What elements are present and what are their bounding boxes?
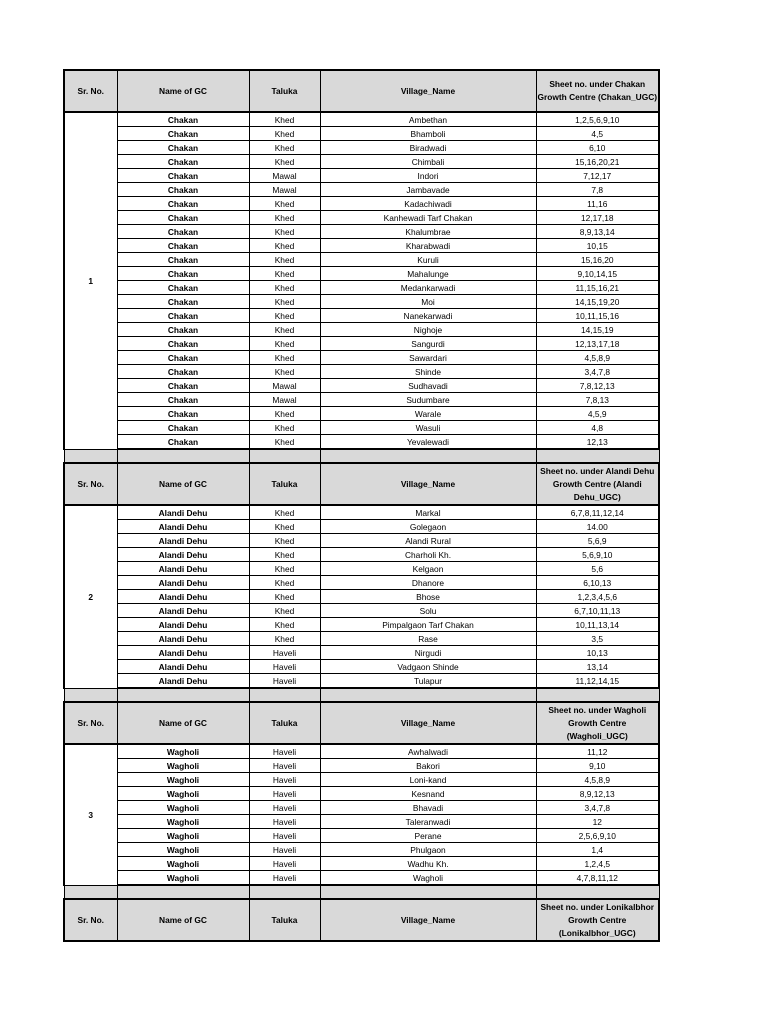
table-row: [64, 857, 659, 871]
gc-name-cell: Chakan: [117, 112, 249, 127]
sheet-numbers-cell: 7,8: [536, 183, 659, 197]
taluka-cell: Khed: [249, 267, 320, 281]
gc-name-cell: Chakan: [117, 267, 249, 281]
taluka-cell: Khed: [249, 632, 320, 646]
taluka-cell: Khed: [249, 112, 320, 127]
table-row: [64, 112, 659, 127]
sheet-numbers-cell: 9,10: [536, 759, 659, 773]
gc-name-cell: Wagholi: [117, 829, 249, 843]
sheet-numbers-cell: 9,10,14,15: [536, 267, 659, 281]
village-name-cell: Wasuli: [320, 421, 536, 435]
gc-name-cell: Alandi Dehu: [117, 618, 249, 632]
gc-name-cell: Alandi Dehu: [117, 590, 249, 604]
gc-name-cell: Wagholi: [117, 744, 249, 759]
sheet-numbers-cell: 10,15: [536, 239, 659, 253]
taluka-cell: Mawal: [249, 393, 320, 407]
separator-cell: [320, 885, 536, 899]
header-village-name: Village_Name: [320, 463, 536, 505]
table-row: [64, 239, 659, 253]
table-row: [64, 421, 659, 435]
table-row: [64, 801, 659, 815]
header-row: [64, 702, 659, 744]
sheet-numbers-cell: 12,13: [536, 435, 659, 450]
village-name-cell: Awhalwadi: [320, 744, 536, 759]
sheet-numbers-cell: 15,16,20: [536, 253, 659, 267]
separator-cell: [249, 688, 320, 702]
sheet-numbers-cell: 7,8,13: [536, 393, 659, 407]
sr-no-cell: 2: [64, 505, 117, 688]
sheet-numbers-cell: 5,6,9: [536, 534, 659, 548]
taluka-cell: Khed: [249, 351, 320, 365]
sheet-numbers-cell: 8,9,12,13: [536, 787, 659, 801]
taluka-cell: Khed: [249, 435, 320, 450]
header-name-of-gc: Name of GC: [117, 899, 249, 941]
sheet-numbers-cell: 4,5,8,9: [536, 351, 659, 365]
village-name-cell: Bhavadi: [320, 801, 536, 815]
village-name-cell: Khalumbrae: [320, 225, 536, 239]
growth-centre-sheet-table: [63, 69, 660, 942]
table-row: [64, 267, 659, 281]
village-name-cell: Kadachiwadi: [320, 197, 536, 211]
table-row: [64, 351, 659, 365]
sheet-numbers-cell: 11,12: [536, 744, 659, 759]
taluka-cell: Khed: [249, 604, 320, 618]
gc-name-cell: Chakan: [117, 337, 249, 351]
table-row: [64, 815, 659, 829]
gc-name-cell: Chakan: [117, 295, 249, 309]
gc-name-cell: Chakan: [117, 197, 249, 211]
gc-name-cell: Alandi Dehu: [117, 632, 249, 646]
gc-name-cell: Chakan: [117, 281, 249, 295]
village-name-cell: Kuruli: [320, 253, 536, 267]
sheet-numbers-cell: 12,13,17,18: [536, 337, 659, 351]
table-row: [64, 309, 659, 323]
sheet-numbers-cell: 14.00: [536, 520, 659, 534]
village-name-cell: Bhamboli: [320, 127, 536, 141]
sheet-numbers-cell: 12,17,18: [536, 211, 659, 225]
table-row: [64, 225, 659, 239]
taluka-cell: Khed: [249, 520, 320, 534]
sheet-numbers-cell: 14,15,19: [536, 323, 659, 337]
sheet-numbers-cell: 11,16: [536, 197, 659, 211]
taluka-cell: Haveli: [249, 674, 320, 689]
taluka-cell: Khed: [249, 323, 320, 337]
separator-cell: [320, 688, 536, 702]
taluka-cell: Haveli: [249, 773, 320, 787]
table-row: [64, 660, 659, 674]
header-village-name: Village_Name: [320, 899, 536, 941]
village-name-cell: Phulgaon: [320, 843, 536, 857]
section-separator-row: [64, 885, 659, 899]
table-row: [64, 365, 659, 379]
table-row: [64, 127, 659, 141]
header-sheet-no: Sheet no. under Alandi Dehu Growth Centre (Alandi Dehu_UGC): [536, 463, 659, 505]
table-row: [64, 505, 659, 520]
taluka-cell: Khed: [249, 127, 320, 141]
separator-cell: [249, 449, 320, 463]
sr-no-cell: 1: [64, 112, 117, 449]
taluka-cell: Khed: [249, 155, 320, 169]
village-name-cell: Ambethan: [320, 112, 536, 127]
gc-name-cell: Wagholi: [117, 773, 249, 787]
sheet-numbers-cell: 7,8,12,13: [536, 379, 659, 393]
taluka-cell: Haveli: [249, 660, 320, 674]
village-name-cell: Jambavade: [320, 183, 536, 197]
gc-name-cell: Wagholi: [117, 843, 249, 857]
header-village-name: Village_Name: [320, 702, 536, 744]
header-sheet-no: Sheet no. under Wagholi Growth Centre (Wagholi_UGC): [536, 702, 659, 744]
village-name-cell: Wadhu Kh.: [320, 857, 536, 871]
village-name-cell: Nirgudi: [320, 646, 536, 660]
gc-name-cell: Chakan: [117, 365, 249, 379]
header-sheet-no: Sheet no. under Chakan Growth Centre (Chakan_UGC): [536, 70, 659, 112]
header-taluka: Taluka: [249, 702, 320, 744]
header-taluka: Taluka: [249, 463, 320, 505]
gc-name-cell: Alandi Dehu: [117, 548, 249, 562]
gc-name-cell: Alandi Dehu: [117, 534, 249, 548]
sheet-numbers-cell: 3,4,7,8: [536, 801, 659, 815]
taluka-cell: Khed: [249, 548, 320, 562]
sheet-numbers-cell: 13,14: [536, 660, 659, 674]
gc-name-cell: Chakan: [117, 225, 249, 239]
sheet-numbers-cell: 5,6: [536, 562, 659, 576]
separator-cell: [536, 688, 659, 702]
table-row: [64, 829, 659, 843]
separator-cell: [249, 885, 320, 899]
gc-name-cell: Wagholi: [117, 787, 249, 801]
village-name-cell: Sangurdi: [320, 337, 536, 351]
header-name-of-gc: Name of GC: [117, 463, 249, 505]
table-row: [64, 787, 659, 801]
village-name-cell: Shinde: [320, 365, 536, 379]
taluka-cell: Haveli: [249, 829, 320, 843]
header-sr-no: Sr. No.: [64, 463, 117, 505]
table-row: [64, 871, 659, 886]
gc-name-cell: Wagholi: [117, 871, 249, 886]
taluka-cell: Khed: [249, 309, 320, 323]
sheet-numbers-cell: 10,11,13,14: [536, 618, 659, 632]
gc-name-cell: Chakan: [117, 351, 249, 365]
sheet-numbers-cell: 1,2,5,6,9,10: [536, 112, 659, 127]
village-name-cell: Nanekarwadi: [320, 309, 536, 323]
gc-name-cell: Chakan: [117, 239, 249, 253]
taluka-cell: Khed: [249, 590, 320, 604]
taluka-cell: Khed: [249, 407, 320, 421]
village-name-cell: Indori: [320, 169, 536, 183]
sheet-numbers-cell: 4,5,9: [536, 407, 659, 421]
sheet-numbers-cell: 15,16,20,21: [536, 155, 659, 169]
taluka-cell: Haveli: [249, 843, 320, 857]
taluka-cell: Mawal: [249, 379, 320, 393]
gc-name-cell: Chakan: [117, 379, 249, 393]
taluka-cell: Khed: [249, 337, 320, 351]
sheet-numbers-cell: 11,15,16,21: [536, 281, 659, 295]
village-name-cell: Solu: [320, 604, 536, 618]
gc-name-cell: Chakan: [117, 169, 249, 183]
table-row: [64, 323, 659, 337]
village-name-cell: Pimpalgaon Tarf Chakan: [320, 618, 536, 632]
village-name-cell: Golegaon: [320, 520, 536, 534]
village-name-cell: Perane: [320, 829, 536, 843]
sheet-numbers-cell: 6,10,13: [536, 576, 659, 590]
table-row: [64, 534, 659, 548]
table-row: [64, 435, 659, 450]
sheet-numbers-cell: 12: [536, 815, 659, 829]
sheet-numbers-cell: 4,5,8,9: [536, 773, 659, 787]
sheet-numbers-cell: 4,5: [536, 127, 659, 141]
sheet-numbers-cell: 7,12,17: [536, 169, 659, 183]
taluka-cell: Khed: [249, 281, 320, 295]
gc-name-cell: Chakan: [117, 421, 249, 435]
gc-name-cell: Wagholi: [117, 815, 249, 829]
sheet-numbers-cell: 1,2,4,5: [536, 857, 659, 871]
header-sr-no: Sr. No.: [64, 702, 117, 744]
separator-cell: [536, 885, 659, 899]
gc-name-cell: Wagholi: [117, 857, 249, 871]
taluka-cell: Haveli: [249, 815, 320, 829]
village-name-cell: Sawardari: [320, 351, 536, 365]
taluka-cell: Khed: [249, 253, 320, 267]
gc-name-cell: Chakan: [117, 323, 249, 337]
table-body: [64, 70, 659, 941]
village-name-cell: Chimbali: [320, 155, 536, 169]
header-row: [64, 70, 659, 112]
sheet-numbers-cell: 1,4: [536, 843, 659, 857]
gc-name-cell: Alandi Dehu: [117, 604, 249, 618]
gc-name-cell: Chakan: [117, 141, 249, 155]
taluka-cell: Mawal: [249, 183, 320, 197]
table-row: [64, 576, 659, 590]
gc-name-cell: Alandi Dehu: [117, 505, 249, 520]
gc-name-cell: Chakan: [117, 155, 249, 169]
village-name-cell: Sudumbare: [320, 393, 536, 407]
header-name-of-gc: Name of GC: [117, 702, 249, 744]
header-taluka: Taluka: [249, 899, 320, 941]
table-row: [64, 169, 659, 183]
gc-name-cell: Chakan: [117, 407, 249, 421]
table-row: [64, 197, 659, 211]
gc-name-cell: Alandi Dehu: [117, 520, 249, 534]
gc-name-cell: Chakan: [117, 309, 249, 323]
taluka-cell: Haveli: [249, 787, 320, 801]
separator-cell: [64, 449, 117, 463]
sheet-numbers-cell: 6,7,10,11,13: [536, 604, 659, 618]
gc-name-cell: Chakan: [117, 211, 249, 225]
table-row: [64, 337, 659, 351]
gc-name-cell: Chakan: [117, 435, 249, 450]
taluka-cell: Khed: [249, 141, 320, 155]
table-row: [64, 183, 659, 197]
gc-name-cell: Alandi Dehu: [117, 660, 249, 674]
separator-cell: [536, 449, 659, 463]
village-name-cell: Tulapur: [320, 674, 536, 689]
gc-name-cell: Wagholi: [117, 759, 249, 773]
village-name-cell: Markal: [320, 505, 536, 520]
taluka-cell: Khed: [249, 534, 320, 548]
table-row: [64, 562, 659, 576]
taluka-cell: Khed: [249, 197, 320, 211]
table-row: [64, 618, 659, 632]
village-name-cell: Yevalewadi: [320, 435, 536, 450]
section-separator-row: [64, 449, 659, 463]
table-row: [64, 674, 659, 689]
village-name-cell: Mahalunge: [320, 267, 536, 281]
taluka-cell: Khed: [249, 421, 320, 435]
sheet-numbers-cell: 4,7,8,11,12: [536, 871, 659, 886]
table-row: [64, 281, 659, 295]
taluka-cell: Haveli: [249, 801, 320, 815]
taluka-cell: Khed: [249, 295, 320, 309]
taluka-cell: Haveli: [249, 759, 320, 773]
gc-name-cell: Chakan: [117, 393, 249, 407]
taluka-cell: Khed: [249, 505, 320, 520]
village-name-cell: Sudhavadi: [320, 379, 536, 393]
gc-name-cell: Chakan: [117, 253, 249, 267]
table-row: [64, 843, 659, 857]
gc-name-cell: Chakan: [117, 127, 249, 141]
village-name-cell: Biradwadi: [320, 141, 536, 155]
sheet-numbers-cell: 2,5,6,9,10: [536, 829, 659, 843]
sheet-numbers-cell: 14,15,19,20: [536, 295, 659, 309]
sheet-numbers-cell: 5,6,9,10: [536, 548, 659, 562]
village-name-cell: Kharabwadi: [320, 239, 536, 253]
taluka-cell: Khed: [249, 562, 320, 576]
header-village-name: Village_Name: [320, 70, 536, 112]
sheet-numbers-cell: 1,2,3,4,5,6: [536, 590, 659, 604]
header-name-of-gc: Name of GC: [117, 70, 249, 112]
village-name-cell: Dhanore: [320, 576, 536, 590]
taluka-cell: Khed: [249, 211, 320, 225]
village-name-cell: Vadgaon Shinde: [320, 660, 536, 674]
taluka-cell: Mawal: [249, 169, 320, 183]
taluka-cell: Khed: [249, 365, 320, 379]
table-row: [64, 744, 659, 759]
taluka-cell: Haveli: [249, 744, 320, 759]
village-name-cell: Loni-kand: [320, 773, 536, 787]
header-taluka: Taluka: [249, 70, 320, 112]
table-row: [64, 520, 659, 534]
village-name-cell: Charholi Kh.: [320, 548, 536, 562]
taluka-cell: Khed: [249, 239, 320, 253]
table-row: [64, 141, 659, 155]
taluka-cell: Haveli: [249, 871, 320, 886]
section-separator-row: [64, 688, 659, 702]
table-row: [64, 393, 659, 407]
gc-name-cell: Wagholi: [117, 801, 249, 815]
sheet-numbers-cell: 6,10: [536, 141, 659, 155]
table-row: [64, 407, 659, 421]
taluka-cell: Haveli: [249, 646, 320, 660]
gc-name-cell: Alandi Dehu: [117, 562, 249, 576]
sheet-numbers-cell: 3,4,7,8: [536, 365, 659, 379]
taluka-cell: Khed: [249, 618, 320, 632]
village-name-cell: Alandi Rural: [320, 534, 536, 548]
village-name-cell: Kelgaon: [320, 562, 536, 576]
table-row: [64, 590, 659, 604]
table-row: [64, 759, 659, 773]
separator-cell: [64, 885, 117, 899]
sheet-numbers-cell: 6,7,8,11,12,14: [536, 505, 659, 520]
table-row: [64, 548, 659, 562]
sheet-numbers-cell: 3,5: [536, 632, 659, 646]
village-name-cell: Bakori: [320, 759, 536, 773]
sheet-numbers-cell: 11,12,14,15: [536, 674, 659, 689]
separator-cell: [64, 688, 117, 702]
gc-name-cell: Chakan: [117, 183, 249, 197]
sheet-numbers-cell: 4,8: [536, 421, 659, 435]
sheet-numbers-cell: 10,11,15,16: [536, 309, 659, 323]
taluka-cell: Haveli: [249, 857, 320, 871]
sheet-numbers-cell: 8,9,13,14: [536, 225, 659, 239]
village-name-cell: Kanhewadi Tarf Chakan: [320, 211, 536, 225]
separator-cell: [117, 449, 249, 463]
village-name-cell: Warale: [320, 407, 536, 421]
table-row: [64, 211, 659, 225]
village-name-cell: Medankarwadi: [320, 281, 536, 295]
village-name-cell: Nighoje: [320, 323, 536, 337]
separator-cell: [117, 688, 249, 702]
gc-name-cell: Alandi Dehu: [117, 576, 249, 590]
table-row: [64, 253, 659, 267]
gc-name-cell: Alandi Dehu: [117, 674, 249, 689]
sr-no-cell: 3: [64, 744, 117, 885]
gc-name-cell: Alandi Dehu: [117, 646, 249, 660]
table-row: [64, 632, 659, 646]
table-row: [64, 155, 659, 169]
header-sr-no: Sr. No.: [64, 899, 117, 941]
header-sr-no: Sr. No.: [64, 70, 117, 112]
header-sheet-no: Sheet no. under Lonikalbhor Growth Centre (Lonikalbhor_UGC): [536, 899, 659, 941]
sheet-numbers-cell: 10,13: [536, 646, 659, 660]
table-row: [64, 295, 659, 309]
table-row: [64, 773, 659, 787]
taluka-cell: Khed: [249, 576, 320, 590]
village-name-cell: Kesnand: [320, 787, 536, 801]
village-name-cell: Taleranwadi: [320, 815, 536, 829]
table-row: [64, 604, 659, 618]
taluka-cell: Khed: [249, 225, 320, 239]
village-name-cell: Bhose: [320, 590, 536, 604]
village-name-cell: Wagholi: [320, 871, 536, 886]
separator-cell: [320, 449, 536, 463]
header-row: [64, 899, 659, 941]
table-row: [64, 379, 659, 393]
header-row: [64, 463, 659, 505]
village-name-cell: Rase: [320, 632, 536, 646]
table-row: [64, 646, 659, 660]
separator-cell: [117, 885, 249, 899]
village-name-cell: Moi: [320, 295, 536, 309]
